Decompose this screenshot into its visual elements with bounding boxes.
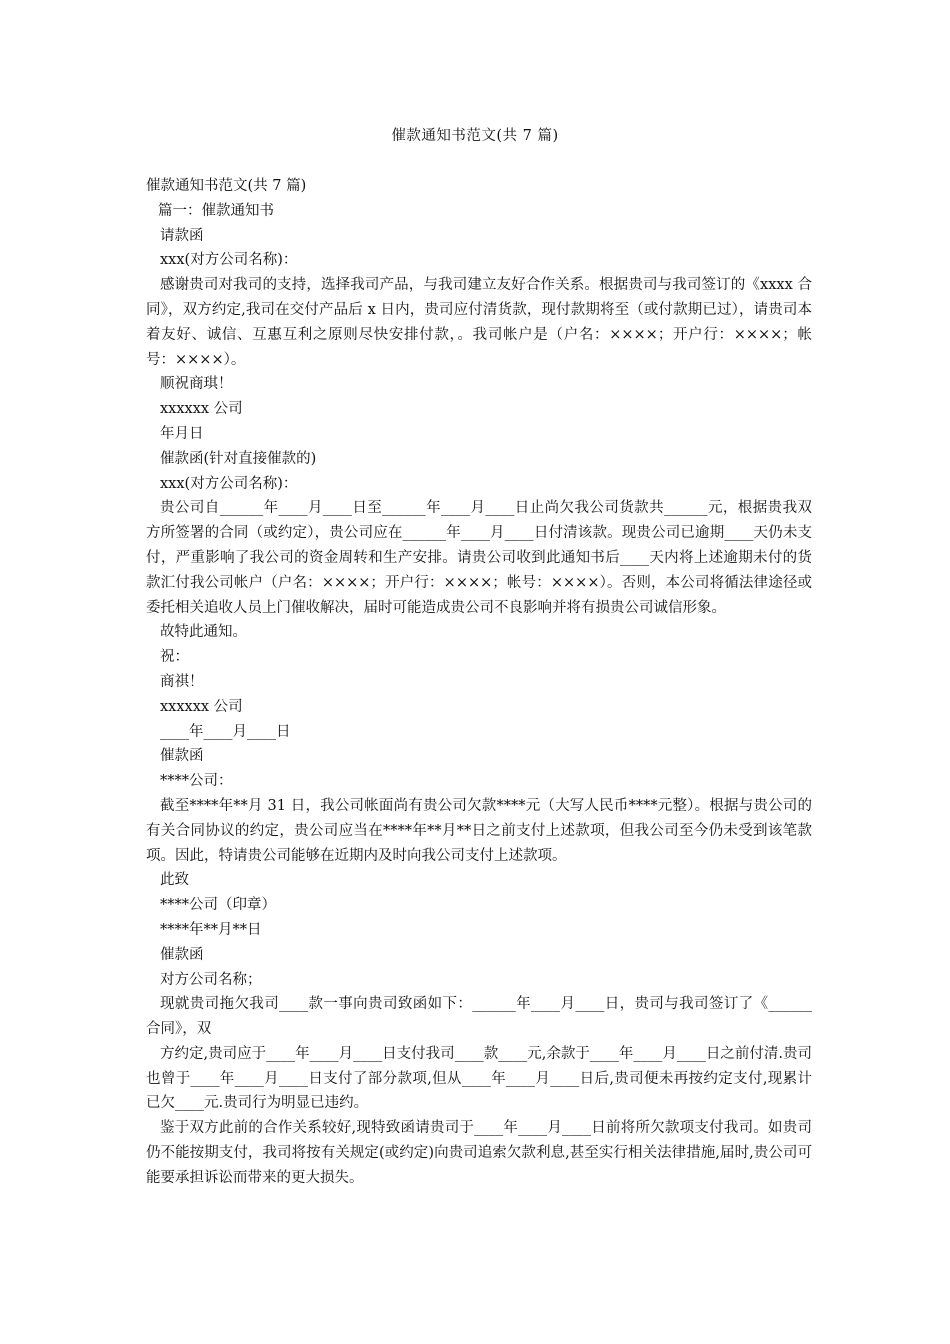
section-1-signature: xxxxxx 公司: [160, 401, 243, 418]
section-2-addressee: xxx(对方公司名称)：: [160, 475, 298, 492]
section-2-signature: xxxxxx 公司: [160, 698, 243, 715]
section-2-title: 催款函(针对直接催款的): [160, 450, 317, 467]
section-4-paragraph-1: 现就贵司拖欠我司____款一事向贵司致函如下：______年____月____日，贵司与我司签订了《______合同》，双: [146, 996, 812, 1038]
document-heading: 催款通知书范文(共 7 篇): [146, 178, 307, 194]
section-4-paragraph-3: 鉴于双方此前的合作关系较好,现特致函请贵司于____年____月____日前将所欠款项支付我司。如贵司仍不能按期支付，我司将按有关规定(或约定)向贵司追索欠款利息,甚至实行相关法律措施,届时,贵公司可能要承担诉讼而带来的更大损失。: [146, 1120, 812, 1186]
section-4-addressee: 对方公司名称；: [160, 971, 262, 988]
section-3-date: ****年**月**日: [160, 921, 262, 938]
section-4-title: 催款函: [160, 946, 204, 963]
section-3-title: 催款函: [160, 748, 204, 765]
section-2-wish-2: 商祺！: [160, 673, 204, 690]
section-2-notice: 故特此通知。: [160, 624, 247, 641]
section-3-addressee: ****公司：: [160, 773, 233, 790]
section-1-date: 年月日: [160, 425, 204, 442]
section-3-paragraph: 截至****年**月 31 日，我公司帐面尚有贵公司欠款****元（大写人民币****元整）。根据与贵公司的有关合同协议的约定，贵公司应当在****年**月**日之前支付上述款项，但我公司至今仍未受到该笔款项。因此，特请贵公司能够在近期内及时向我公司支付上述款项。: [146, 797, 812, 864]
section-3-closing: 此致: [160, 872, 189, 889]
section-2-wish-1: 祝：: [160, 649, 189, 666]
section-1-title: 篇一：催款通知书: [158, 202, 274, 219]
document-title: 催款通知书范文(共 7 篇): [391, 128, 559, 144]
section-1-closing: 顺祝商琪！: [160, 376, 233, 393]
section-4-paragraph-2: 方约定,贵司应于____年____月____日支付我司____款____元,余款于____年____月____日之前付清.贵司也曾于____年____月____日支付了部分款项,但从____年____月____日后,贵司便未再按约定支付,现累计已欠____元.贵司行为明显已违约。: [146, 1045, 812, 1112]
section-3-signature: ****公司（印章）: [160, 897, 276, 914]
section-2-date: ____年____月____日: [160, 723, 291, 740]
section-1-paragraph: 感谢贵司对我司的支持，选择我司产品，与我司建立友好合作关系。根据贵司与我司签订的《xxxx 合同》，双方约定,我司在交付产品后 x 日内，贵司应付清货款，现付款期将至（或付款期已过），请贵司本着友好、诚信、互惠互利之原则尽快安排付款，。我司帐户是（户名：××××；开户行：××××；帐号：××××）。: [146, 277, 812, 368]
section-1-letter-title: 请款函: [160, 227, 204, 244]
document-body: [146, 174, 812, 1191]
section-1-addressee: xxx(对方公司名称)：: [160, 252, 298, 269]
section-2-paragraph: 贵公司自______年____月____日至______年____月____日止尚欠我公司货款共______元，根据贵我双方所签署的合同（或约定），贵公司应在______年____月____日付清该款。现贵公司已逾期____天仍未支付，严重影响了我公司的资金周转和生产安排。请贵公司收到此通知书后____天内将上述逾期未付的货款汇付我公司帐户（户名：××××；开户行：××××；帐号：××××）。否则，本公司将循法律途径或委托相关追收人员上门催收解决，届时可能造成贵公司不良影响并将有损贵公司诚信形象。: [146, 500, 812, 616]
